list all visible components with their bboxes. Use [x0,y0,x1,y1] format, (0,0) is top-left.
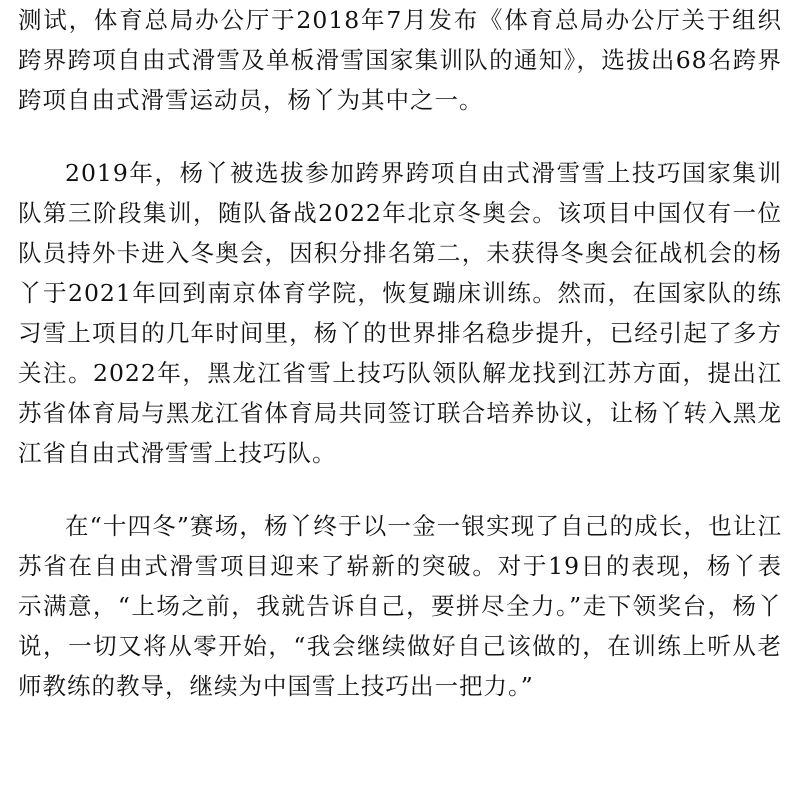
paragraph-spacer [18,120,782,153]
article-body [18,0,782,706]
paragraph-2: 2019年，杨丫被选拔参加跨界跨项自由式滑雪雪上技巧国家集训队第三阶段集训，随队备战2022年北京冬奥会。该项目中国仅有一位队员持外卡进入冬奥会，因积分排名第二，未获得冬奥会征战机会的杨丫于2021年回到南京体育学院，恢复蹦床训练。然而，在国家队的练习雪上项目的几年时间里，杨丫的世界排名稳步提升，已经引起了多方关注。2022年，黑龙江省雪上技巧队领队解龙找到江苏方面，提出江苏省体育局与黑龙江省体育局共同签订联合培养协议，让杨丫转入黑龙江省自由式滑雪雪上技巧队。 [18,159,782,467]
paragraph-3: 在“十四冬”赛场，杨丫终于以一金一银实现了自己的成长，也让江苏省在自由式滑雪项目迎来了崭新的突破。对于19日的表现，杨丫表示满意，“上场之前，我就告诉自己，要拼尽全力。”走下领奖台，杨丫说，一切又将从零开始，“我会继续做好自己该做的，在训练上听从老师教练的教导，继续为中国雪上技巧出一把力。” [18,512,782,700]
paragraph-1: 测试，体育总局办公厅于2018年7月发布《体育总局办公厅关于组织跨界跨项自由式滑雪及单板滑雪国家集训队的通知》，选拔出68名跨界跨项自由式滑雪运动员，杨丫为其中之一。 [18,6,782,114]
paragraph-spacer [18,473,782,506]
